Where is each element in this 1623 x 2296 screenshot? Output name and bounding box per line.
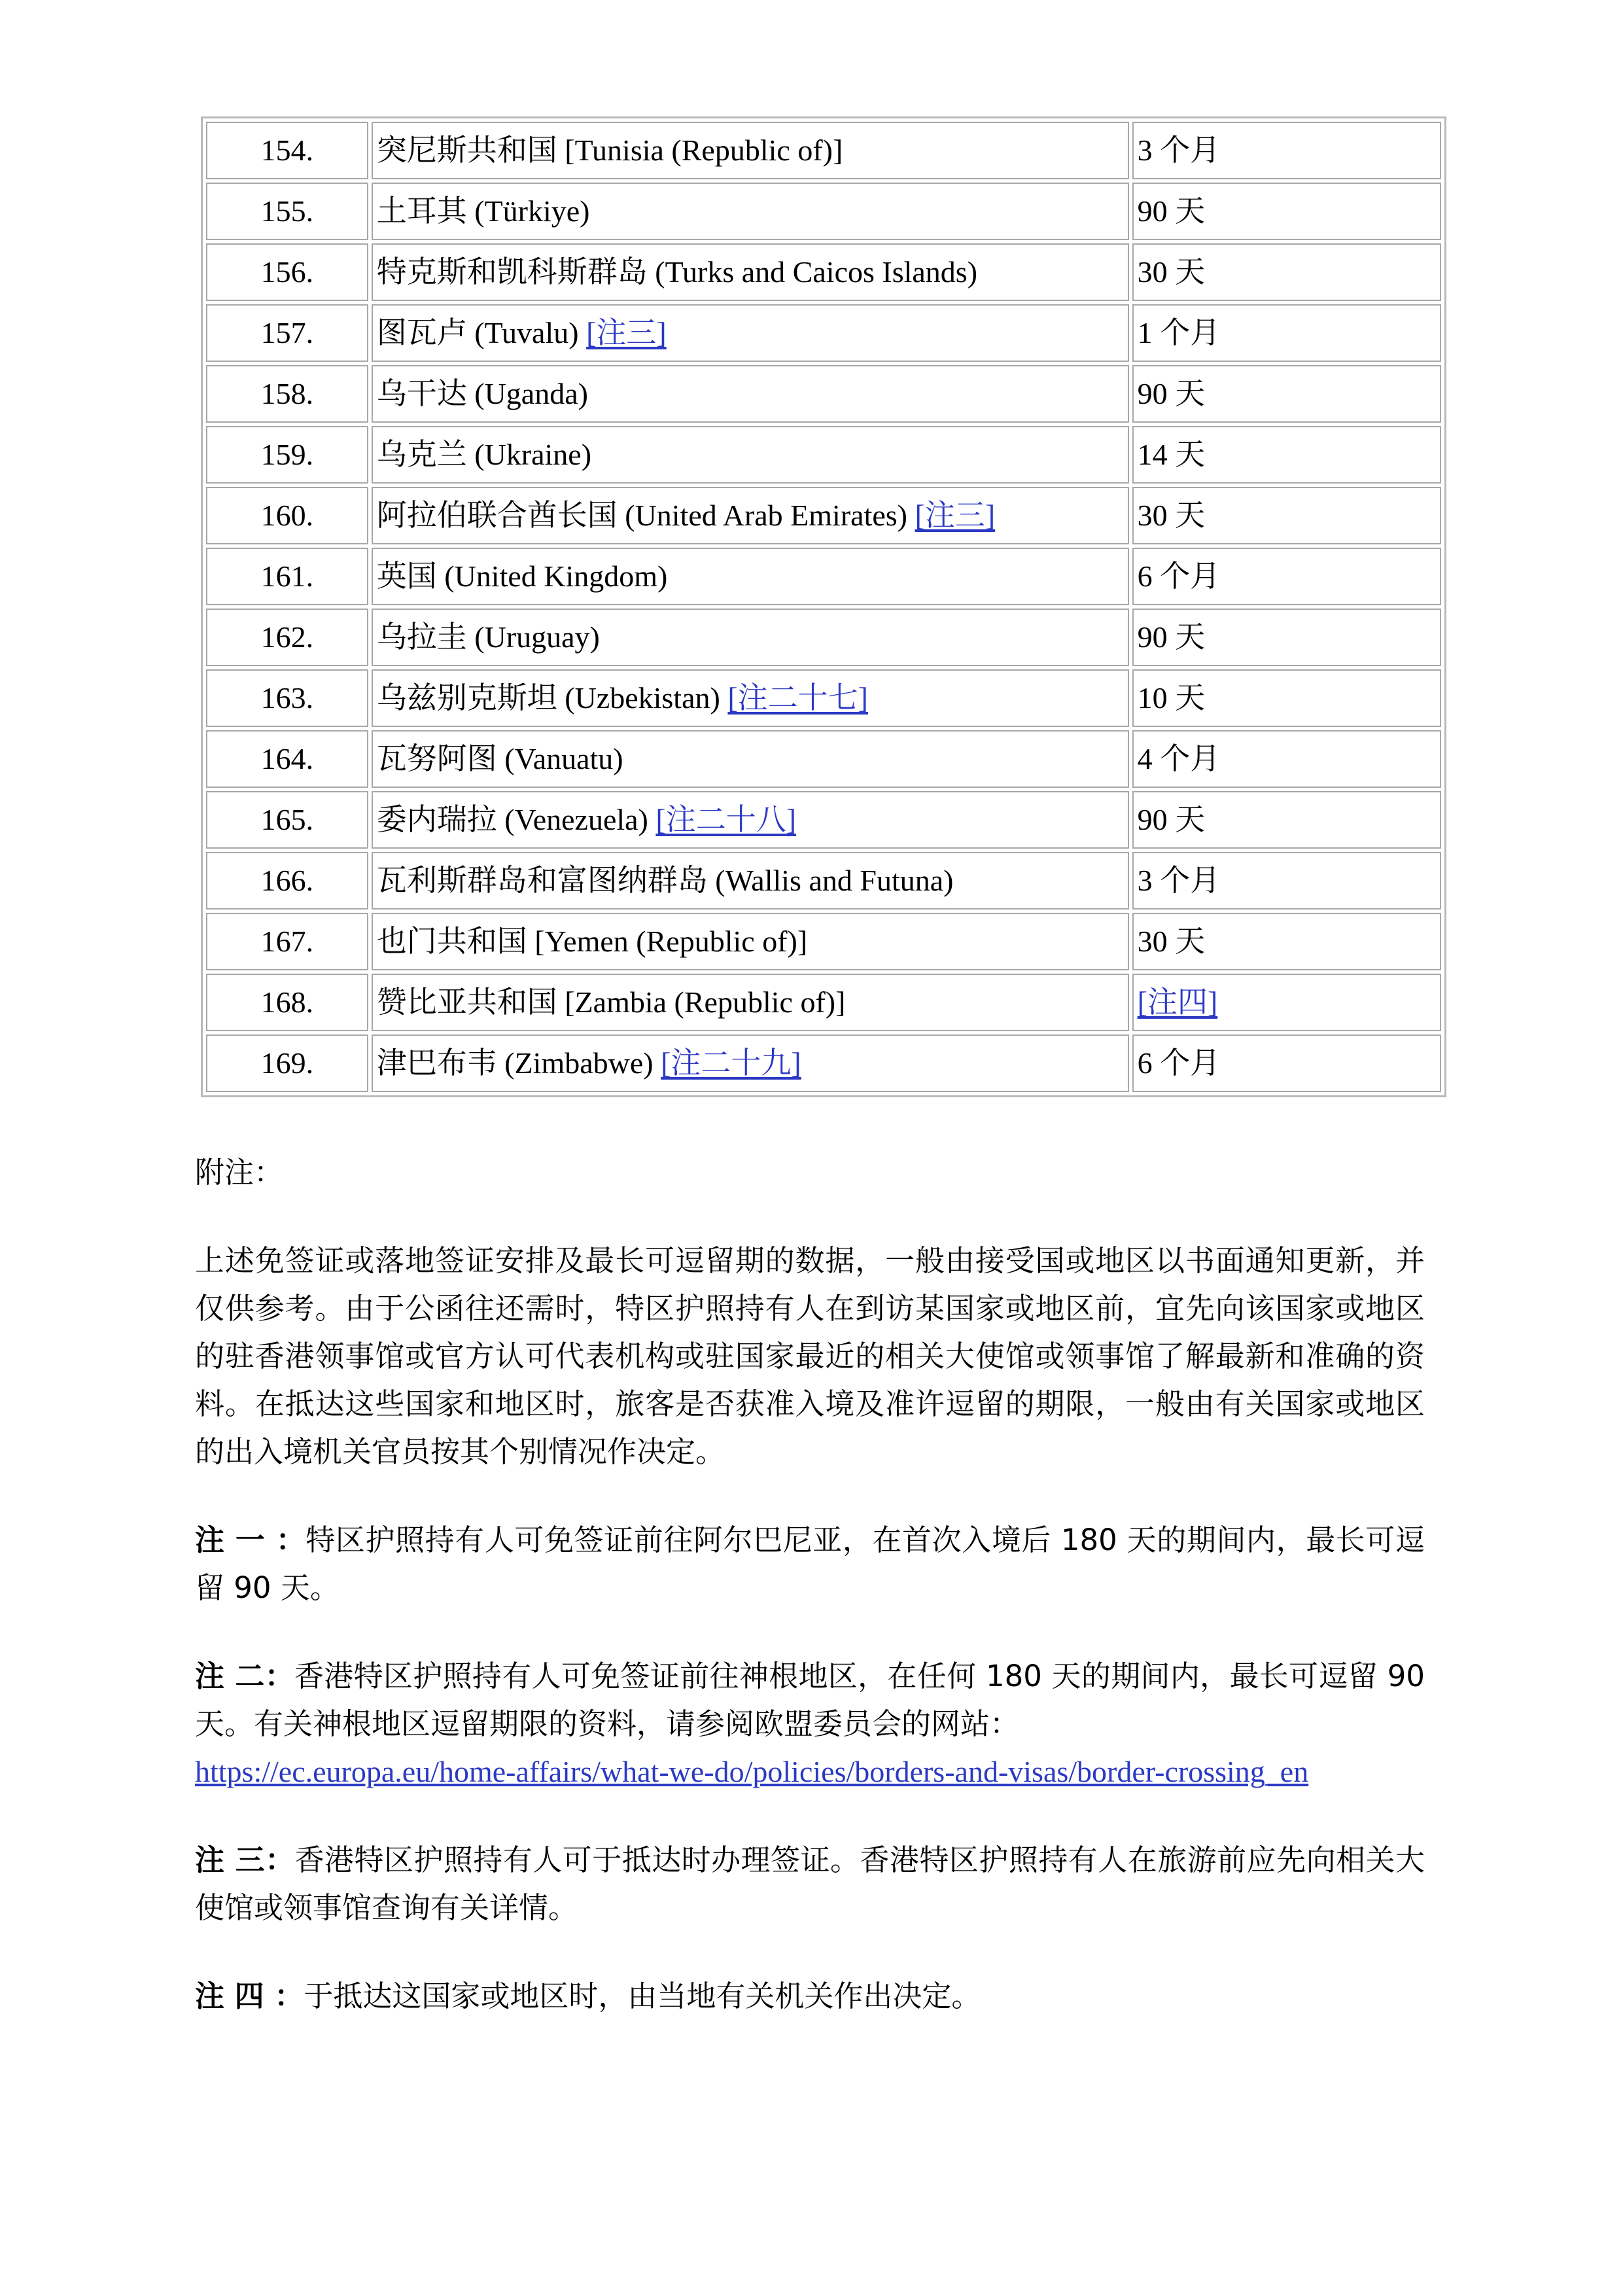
row-number: 169. (206, 1034, 368, 1092)
country-name: 瓦利斯群岛和富图纳群岛 (Wallis and Futuna) (376, 864, 954, 897)
stay-cell (1132, 548, 1441, 605)
note-link[interactable]: [注三] (915, 499, 996, 532)
country-cell (372, 426, 1129, 484)
note-link[interactable]: [注二十九] (661, 1046, 801, 1080)
country-cell (372, 487, 1129, 544)
note-2 (195, 1652, 1425, 1795)
table-row (206, 974, 1441, 1031)
row-number: 166. (206, 852, 368, 910)
table-row (206, 669, 1441, 727)
stay-cell (1132, 730, 1441, 788)
stay-cell (1132, 183, 1441, 240)
country-cell (372, 122, 1129, 179)
country-name: 乌拉圭 (Uruguay) (376, 620, 600, 654)
country-name: 乌克兰 (Ukraine) (376, 438, 592, 471)
row-number: 158. (206, 365, 368, 423)
note-2-label: 注 二： (195, 1659, 294, 1693)
note-1 (195, 1516, 1425, 1612)
table-row (206, 913, 1441, 970)
row-number: 161. (206, 548, 368, 605)
row-number: 160. (206, 487, 368, 544)
row-number: 165. (206, 791, 368, 849)
row-number: 154. (206, 122, 368, 179)
stay-duration: 30 天 (1137, 925, 1206, 958)
stay-duration: 6 个月 (1137, 1046, 1221, 1080)
country-cell (372, 852, 1129, 910)
country-cell (372, 243, 1129, 301)
stay-cell (1132, 852, 1441, 910)
table-row (206, 426, 1441, 484)
row-number: 168. (206, 974, 368, 1031)
row-number: 167. (206, 913, 368, 970)
country-cell (372, 791, 1129, 849)
row-number: 159. (206, 426, 368, 484)
row-number: 164. (206, 730, 368, 788)
stay-duration: 3 个月 (1137, 864, 1221, 897)
table-row (206, 365, 1441, 423)
table-row (206, 304, 1441, 362)
table-row (206, 730, 1441, 788)
stay-duration: 30 天 (1137, 255, 1206, 289)
note-1-label: 注 一 ： (195, 1523, 306, 1557)
row-number: 155. (206, 183, 368, 240)
note-link[interactable]: [注三] (586, 316, 667, 349)
country-name: 英国 (United Kingdom) (376, 559, 668, 593)
country-name: 津巴布韦 (Zimbabwe) (376, 1046, 654, 1080)
eu-commission-link[interactable]: https://ec.europa.eu/home-affairs/what-we-do/policies/borders-and-visas/border-crossing_en (195, 1755, 1309, 1788)
stay-duration: 30 天 (1137, 499, 1206, 532)
stay-cell (1132, 243, 1441, 301)
table-row (206, 243, 1441, 301)
country-cell (372, 730, 1129, 788)
country-cell (372, 304, 1129, 362)
note-1-text: 特区护照持有人可免签证前往阿尔巴尼亚，在首次入境后 180 天的期间内，最长可逗留 90 天。 (195, 1523, 1425, 1605)
row-number: 156. (206, 243, 368, 301)
visa-free-table (201, 116, 1446, 1097)
stay-duration: 90 天 (1137, 194, 1206, 228)
stay-cell (1132, 426, 1441, 484)
stay-cell (1132, 974, 1441, 1031)
note-link[interactable]: [注二十八] (655, 803, 797, 836)
stay-duration: 14 天 (1137, 438, 1206, 471)
country-cell (372, 548, 1129, 605)
country-cell (372, 1034, 1129, 1092)
stay-cell (1132, 791, 1441, 849)
stay-cell (1132, 609, 1441, 666)
table-row (206, 122, 1441, 179)
stay-duration: 90 天 (1137, 377, 1206, 410)
stay-cell (1132, 304, 1441, 362)
country-name: 阿拉伯联合酋长国 (United Arab Emirates) (376, 499, 907, 532)
table-row (206, 548, 1441, 605)
country-name: 土耳其 (Türkiye) (376, 194, 590, 228)
note-4-text: 于抵达这国家或地区时，由当地有关机关作出决定。 (304, 1979, 981, 2013)
row-number: 157. (206, 304, 368, 362)
country-name: 瓦努阿图 (Vanuatu) (376, 742, 623, 775)
stay-duration: 90 天 (1137, 620, 1206, 654)
country-name: 委内瑞拉 (Venezuela) (376, 803, 648, 836)
table-row (206, 852, 1441, 910)
country-cell (372, 609, 1129, 666)
note-4-label: 注 四 ： (195, 1979, 304, 2013)
country-name: 乌干达 (Uganda) (376, 377, 588, 410)
table-row (206, 609, 1441, 666)
stay-duration: 10 天 (1137, 681, 1206, 715)
note-link[interactable]: [注二十七] (727, 681, 868, 715)
stay-duration: 4 个月 (1137, 742, 1221, 775)
note-3-text: 香港特区护照持有人可于抵达时办理签证。香港特区护照持有人在旅游前应先向相关大使馆或领事馆查询有关详情。 (195, 1843, 1425, 1925)
country-name: 赞比亚共和国 [Zambia (Republic of)] (376, 985, 846, 1019)
table-row (206, 487, 1441, 544)
table-row (206, 183, 1441, 240)
row-number: 163. (206, 669, 368, 727)
country-name: 图瓦卢 (Tuvalu) (376, 316, 579, 349)
note-3 (195, 1836, 1425, 1932)
country-cell (372, 913, 1129, 970)
stay-duration: 90 天 (1137, 803, 1206, 836)
stay-cell (1132, 365, 1441, 423)
country-cell (372, 365, 1129, 423)
country-name: 特克斯和凯科斯群岛 (Turks and Caicos Islands) (376, 255, 978, 289)
table-body (206, 122, 1441, 1092)
country-name: 突尼斯共和国 [Tunisia (Republic of)] (376, 133, 843, 167)
note-4 (195, 1972, 1425, 2020)
country-name: 乌兹别克斯坦 (Uzbekistan) (376, 681, 720, 715)
note-3-label: 注 三： (195, 1843, 295, 1877)
notes-heading: 附注： (195, 1155, 284, 1190)
stay-cell (1132, 1034, 1441, 1092)
stay-cell (1132, 122, 1441, 179)
stay-duration: 1 个月 (1137, 316, 1221, 349)
country-cell (372, 669, 1129, 727)
note-2-text: 香港特区护照持有人可免签证前往神根地区，在任何 180 天的期间内，最长可逗留 90 天。有关神根地区逗留期限的资料，请参阅欧盟委员会的网站： (195, 1659, 1425, 1741)
table-row (206, 1034, 1441, 1092)
country-name: 也门共和国 [Yemen (Republic of)] (376, 925, 808, 958)
stay-cell (1132, 669, 1441, 727)
notes-intro: 上述免签证或落地签证安排及最长可逗留期的数据，一般由接受国或地区以书面通知更新，并仅供参考。由于公函往还需时，特区护照持有人在到访某国家或地区前，宜先向该国家或地区的驻香港领事馆或官方认可代表机构或驻国家最近的相关大使馆或领事馆了解最新和准确的资料。在抵达这些国家和地区时，旅客是否获准入境及准许逗留的期限，一般由有关国家或地区的出入境机关官员按其个别情况作决定。 (195, 1243, 1425, 1469)
country-cell (372, 183, 1129, 240)
stay-duration: 3 个月 (1137, 133, 1221, 167)
table-row (206, 791, 1441, 849)
stay-cell (1132, 487, 1441, 544)
stay-duration: 6 个月 (1137, 559, 1221, 593)
stay-note-link[interactable]: [注四] (1137, 985, 1218, 1019)
country-cell (372, 974, 1129, 1031)
row-number: 162. (206, 609, 368, 666)
stay-cell (1132, 913, 1441, 970)
notes-section (195, 1148, 1425, 2060)
